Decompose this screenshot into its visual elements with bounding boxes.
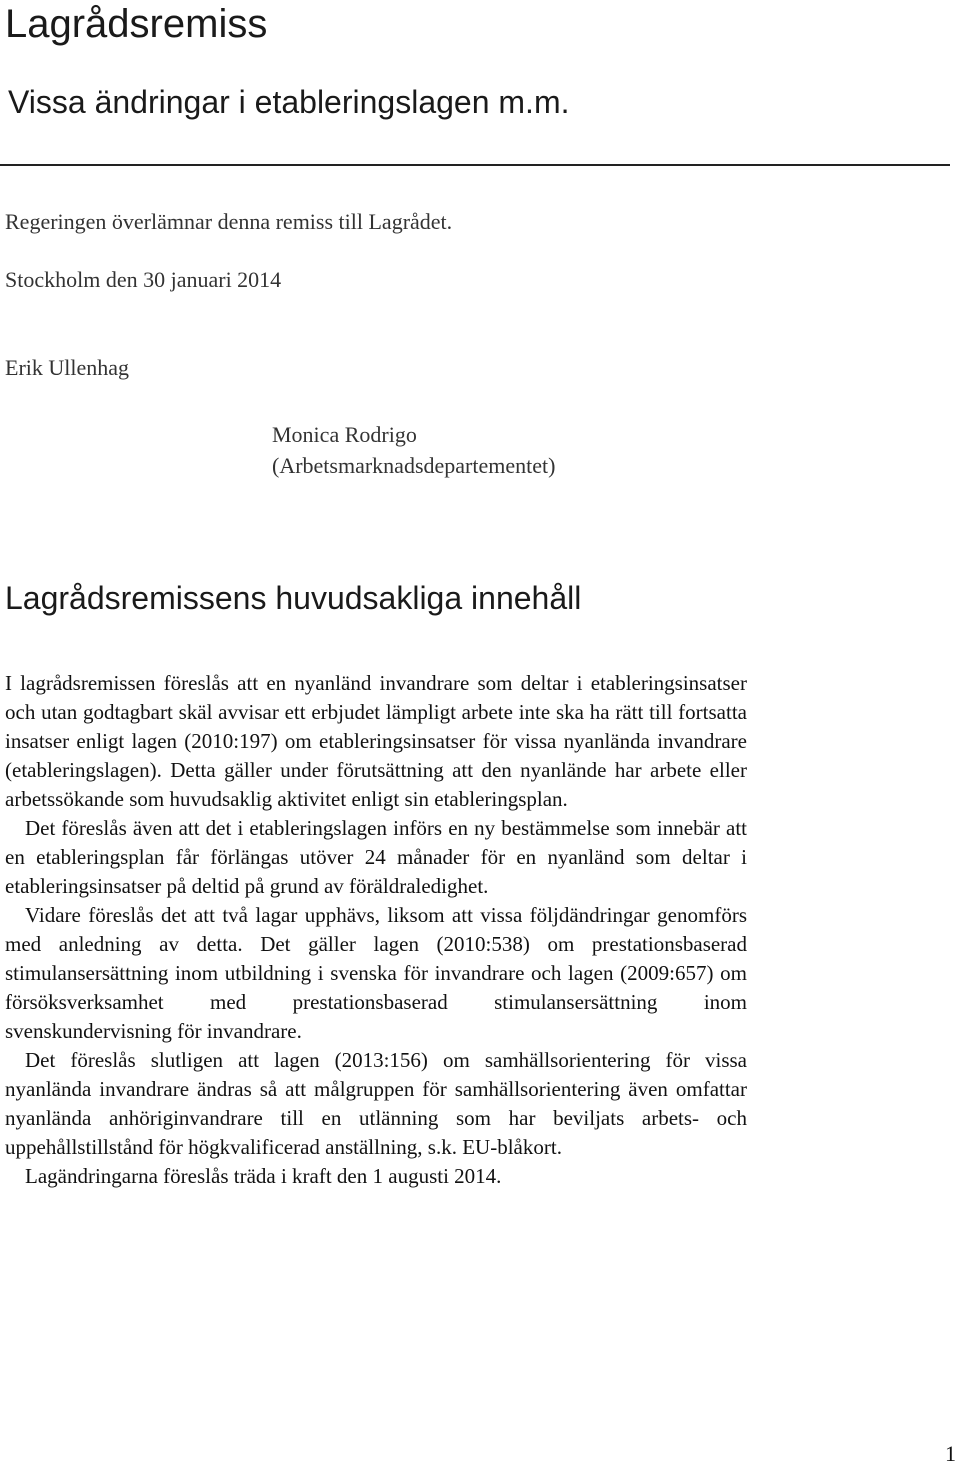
handover-statement: Regeringen överlämnar denna remiss till Lagrådet. bbox=[5, 209, 453, 234]
summary-paragraph: I lagrådsremissen föreslås att en nyanländ invandrare som deltar i etableringsinsatser och utan godtagbart skäl avvisar ett erbjudet lämpligt arbete inte ska ha rätt till fortsatta insatser enligt lagen (2010:197) om etableringsinsatser för vissa nyanlända invandrare (etableringslagen). Detta gäller under förutsättning att den nyanlände har arbete eller arbetssökande som huvudsaklig aktivitet enligt sin etableringsplan. bbox=[5, 671, 747, 811]
place-date: Stockholm den 30 januari 2014 bbox=[5, 267, 282, 292]
department-name: (Arbetsmarknadsdepartementet) bbox=[272, 453, 556, 478]
document-title: Vissa ändringar i etableringslagen m.m. bbox=[8, 84, 570, 120]
summary-paragraph: Vidare föreslås det att två lagar upphävs, liksom att vissa följdändringar genomförs med anledning av detta. Det gäller lagen (2010:538) om prestationsbaserad stimulansersättning inom utbildning i svenska för invandrare och lagen (2009:657) om försöksverksamhet med prestationsbaserad stimulansersättning inom svenskundervisning för invandrare. bbox=[5, 903, 747, 1043]
summary-body bbox=[5, 669, 747, 1191]
title-divider bbox=[0, 164, 950, 166]
summary-heading: Lagrådsremissens huvudsakliga innehåll bbox=[5, 580, 582, 616]
summary-paragraph: Det föreslås slutligen att lagen (2013:156) om samhällsorientering för vissa nyanlända invandrare ändras så att målgruppen för samhällsorientering även omfattar nyanlända anhöriginvandrare till en utlänning som har beviljats arbets- och uppehållstillstånd för högkvalificerad anställning, s.k. EU-blåkort. bbox=[5, 1048, 747, 1159]
page-number: 1 bbox=[945, 1441, 956, 1466]
summary-paragraph: Lagändringarna föreslås träda i kraft den 1 augusti 2014. bbox=[25, 1164, 502, 1188]
summary-paragraph: Det föreslås även att det i etableringslagen införs en ny bestämmelse som innebär att en etableringsplan får förlängas utöver 24 månader för en nyanländ som deltar i etableringsinsatser på deltid på grund av föräldraledighet. bbox=[5, 816, 747, 898]
document-type: Lagrådsremiss bbox=[5, 2, 268, 46]
minister-name: Erik Ullenhag bbox=[5, 355, 130, 380]
official-name: Monica Rodrigo bbox=[272, 422, 417, 447]
